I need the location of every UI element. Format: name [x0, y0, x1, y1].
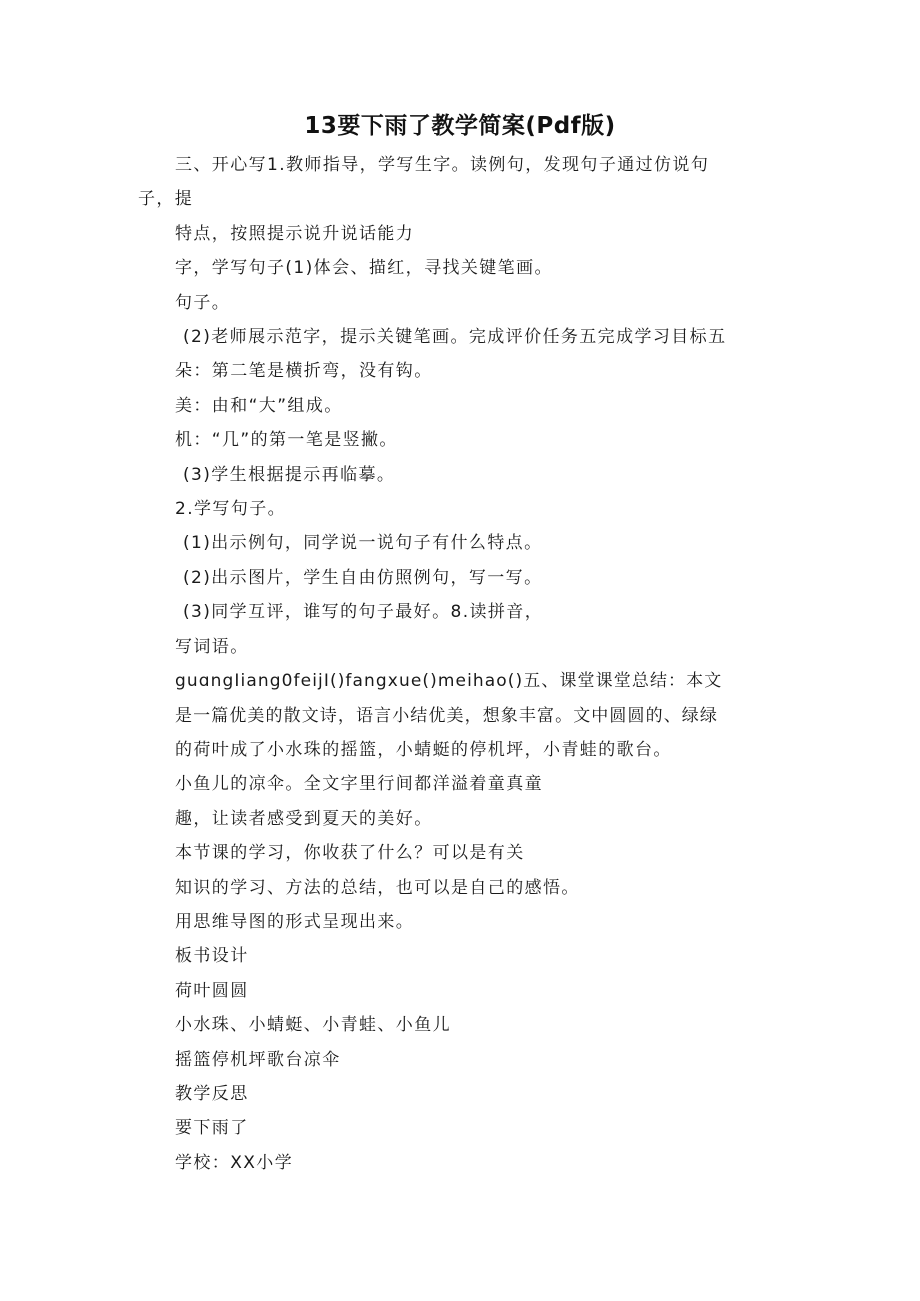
document-title: 13要下雨了教学简案(Pdf版) — [304, 113, 616, 139]
body-line: 字，学写句子(1)体会、描红，寻找关键笔画。 — [175, 258, 553, 279]
body-line: (2)出示图片，学生自由仿照例句，写一写。 — [183, 567, 543, 588]
body-line: 三、开心写1.教师指导，学写生字。读例句，发现句子通过仿说句 — [175, 155, 710, 175]
body-line: 知识的学习、方法的总结，也可以是自己的感悟。 — [175, 877, 580, 898]
body-line: 学校：XX小学 — [175, 1152, 294, 1173]
body-line: 小水珠、小蜻蜓、小青蛙、小鱼儿 — [175, 1015, 451, 1036]
body-line: 摇篮停机坪歌台凉伞 — [175, 1049, 341, 1070]
body-line: 是一篇优美的散文诗，语言小结优美，想象丰富。文中圆圆的、绿绿 — [175, 705, 718, 726]
body-line: 子，提 — [138, 189, 194, 210]
body-line: 2.学写句子。 — [175, 499, 287, 520]
body-line: (2)老师展示范字，提示关键笔画。完成评价任务五完成学习目标五 — [183, 327, 727, 348]
body-line: 特点，按照提示说升说话能力 — [175, 223, 415, 244]
body-line: 用思维导图的形式呈现出来。 — [175, 911, 415, 932]
body-line: 板书设计 — [175, 946, 249, 967]
body-line: 小鱼儿的凉伞。全文字里行间都洋溢着童真童 — [175, 774, 543, 795]
body-line: 机：“几”的第一笔是竖撇。 — [175, 430, 398, 451]
body-line: 教学反思 — [175, 1083, 249, 1104]
body-line: 美：由和“大”组成。 — [175, 395, 343, 416]
body-line: 荷叶圆圆 — [175, 980, 249, 1001]
body-line: 句子。 — [175, 292, 231, 313]
document-body — [138, 148, 788, 1180]
body-line: 本节课的学习，你收获了什么？可以是有关 — [175, 843, 525, 864]
body-line: (3)同学互评，谁写的句子最好。8.读拼音， — [183, 602, 544, 623]
body-line: (3)学生根据提示再临摹。 — [183, 464, 396, 485]
body-line: 的荷叶成了小水珠的摇篮，小蜻蜓的停机坪，小青蛙的歌台。 — [175, 739, 672, 760]
body-line: (1)出示例句，同学说一说句子有什么特点。 — [183, 533, 543, 554]
body-line: guɑngIiang0feijI()fangxue()meihao()五、课堂课堂总结：本文 — [175, 671, 723, 692]
body-line: 趣，让读者感受到夏天的美好。 — [175, 808, 433, 829]
body-line: 写词语。 — [175, 636, 249, 657]
body-line: 朵：第二笔是横折弯，没有钩。 — [175, 361, 433, 382]
body-line: 要下雨了 — [175, 1118, 249, 1139]
